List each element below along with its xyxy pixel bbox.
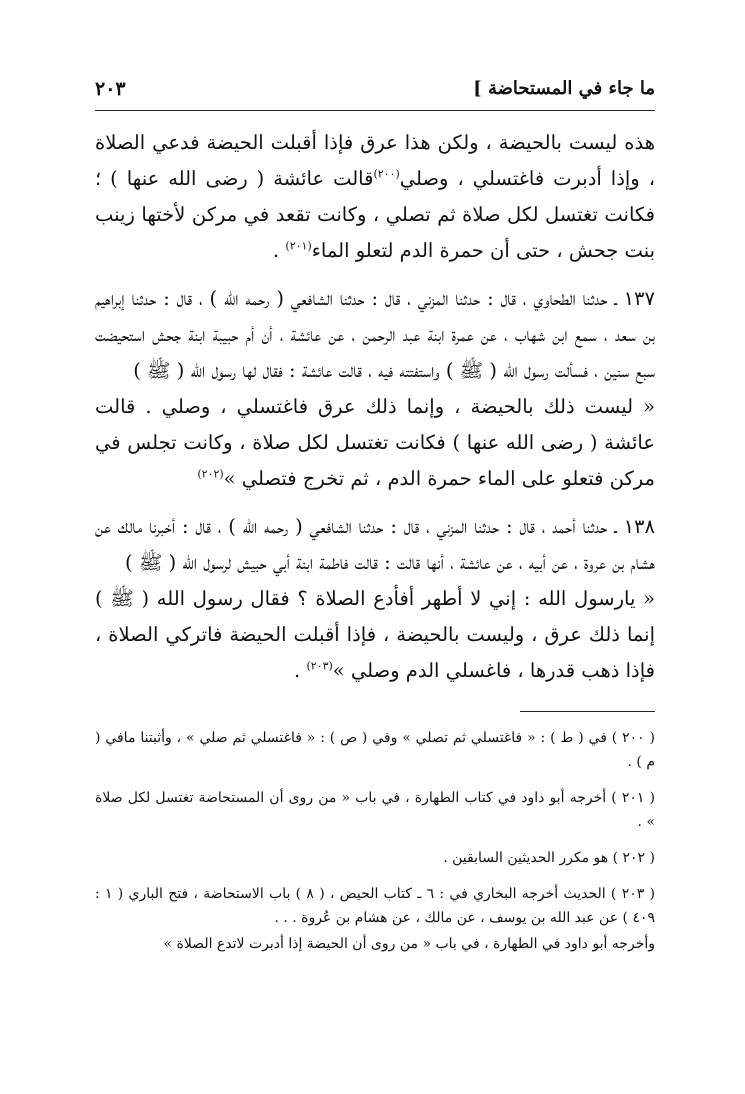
footnotes	[95, 726, 655, 956]
footnote-ref-200: (٢٠٠)	[373, 167, 400, 181]
hadith-137: ١٣٧ ـ حدثنا الطحاوي ، قال : حدثنا المزني ، قال : حدثنا الشافعي ( رحمه الله ) ، قال : حدثنا إبراهيم بن سعد ، سمع ابن شهاب ، عن عمرة ابنة عبد الرحمن ، عن عائشة ، أن أم حبيبة ابنة جحش استحيضت سبع سنين ، فسألت رسول الله ( ﷺ ) واستفتته فيه ، قالت عائشة : فقال لها رسول الله ( ﷺ )	[95, 287, 655, 382]
paragraph-1: هذه ليست بالحيضة ، ولكن هذا عرق فإذا أقبلت الحيضة فدعي الصلاة ، وإذا أدبرت فاغتسلي ، وصلي$^{(٢٠٠)}$قالت عائشة ( رضى الله عنها ) ؛ فكانت تغتسل لكل صلاة ثم تصلي ، وكانت تقعد في مركن لأختها زينب بنت جحش ، حتى أن حمرة الدم لتعلو الماء$^{(٢٠١)}$ .	[95, 131, 655, 262]
page-header	[95, 70, 655, 111]
footnote-separator	[520, 711, 655, 712]
footnote-ref-201: (٢٠١)	[285, 239, 312, 253]
footnote-202: ( ٢٠٢ ) هو مكرر الحديثين السابقين .	[443, 850, 655, 866]
footnote-203: ( ٢٠٣ ) الحديث أخرجه البخاري في : ٦ ـ كتاب الحيض ، ( ٨ ) باب الاستحاضة ، فتح الباري ( ١ : ٤٠٩ ) عن عبد الله بن يوسف ، عن مالك ، عن هشام بن عُروة . . .	[95, 886, 655, 926]
hadith-137-text: « ليست ذلك بالحيضة ، وإنما ذلك عرق فاغتسلي ، وصلي . قالت عائشة ( رضى الله عنها ) فكانت تغتسل لكل صلاة ، وكانت تجلس في مركن فتعلو على الماء حمرة الدم ، ثم تخرج فتصلي »$^{(٢٠٢)}$	[95, 395, 655, 490]
footnote-200: ( ٢٠٠ ) في ( ط ) : « فاغتسلي ثم تصلي » وفي ( ص ) : « فاغتسلي ثم صلي » ، وأثبتنا مافي ( م ) .	[95, 730, 655, 770]
footnote-201: ( ٢٠١ ) أخرجه أبو داود في كتاب الطهارة ، في باب « من روى أن المستحاضة تغتسل لكل صلاة » .	[95, 790, 655, 830]
hadith-138: ١٣٨ ـ حدثنا أحمد ، قال : حدثنا المزني ، قال : حدثنا الشافعي ( رحمه الله ) ، قال : أخبرنا مالك عن هشام بن عروة ، عن أبيه ، عن عائشة ، أنها قالت : قالت فاطمة ابنة أبي حبيش لرسول الله ( ﷺ )	[95, 515, 655, 574]
footnote-ref-203: (٢٠٣)	[306, 659, 333, 673]
hadith-138-text: « يارسول الله : إني لا أطهر أفأدع الصلاة ؟ فقال رسول الله ( ﷺ ) إنما ذلك عرق ، وليست بالحيضة ، فإذا أقبلت الحيضة فاتركي الصلاة ، فإذا ذهب قدرها ، فاغسلي الدم وصلي »$^{(٢٠٣)}$ .	[95, 587, 655, 682]
footnote-ref-202: (٢٠٢)	[197, 467, 224, 481]
main-text	[95, 125, 655, 689]
page-number: ٢٠٣	[95, 78, 126, 100]
chapter-title: ما جاء في المستحاضة ]	[473, 78, 655, 99]
footnote-203-continued: وأخرجه أبو داود في الطهارة ، في باب « من روى أن الحيضة إذا أدبرت لاتدع الصلاة »	[163, 936, 655, 952]
book-page	[95, 70, 655, 968]
